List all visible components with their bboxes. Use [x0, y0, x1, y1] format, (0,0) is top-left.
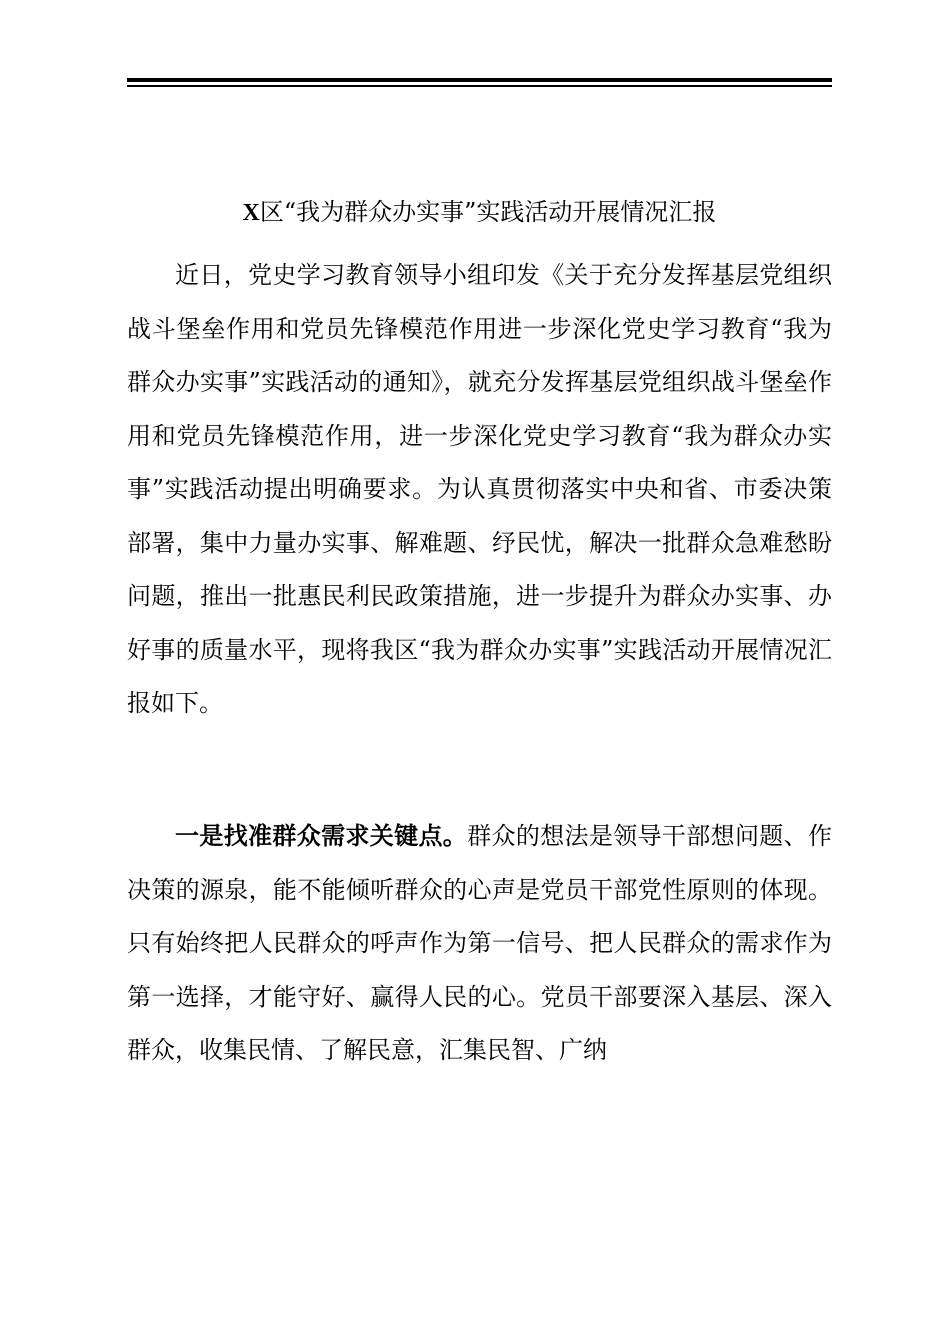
title-rest: 区“我为群众办实事”实践活动开展情况汇报	[259, 198, 717, 226]
paragraph-2	[127, 809, 832, 1078]
paragraph-2-block	[127, 809, 832, 1078]
paragraph-2-text: 群众的想法是领导干部想问题、作决策的源泉，能不能倾听群众的心声是党员干部党性原则的体现。只有始终把人民群众的呼声作为第一信号、把人民群众的需求作为第一选择，才能守好、赢得人民的心。党员干部要深入基层、深入群众，收集民情、了解民意，汇集民智、广纳	[127, 822, 833, 1064]
header-rule-thin	[127, 85, 832, 87]
header-double-rule	[127, 78, 832, 88]
paragraph-1-text: 近日，党史学习教育领导小组印发《关于充分发挥基层党组织战斗堡垒作用和党员先锋模范作用进一步深化党史学习教育“我为群众办实事”实践活动的通知》，就充分发挥基层党组织战斗堡垒作用和党员先锋模范作用，进一步深化党史学习教育“我为群众办实事”实践活动提出明确要求。为认真贯彻落实中央和省、市委决策部署，集中力量办实事、解难题、纾民忧，解决一批群众急难愁盼问题，推出一批惠民利民政策措施，进一步提升为群众办实事、办好事的质量水平，现将我区“我为群众办实事”实践活动开展情况汇报如下。	[127, 261, 832, 717]
header-rule-thick	[127, 78, 832, 82]
document-title	[127, 192, 832, 233]
title-lead: X	[242, 200, 260, 226]
paragraph-2-heading: 一是找准群众需求关键点。	[175, 821, 468, 850]
paragraph-1	[127, 249, 832, 731]
